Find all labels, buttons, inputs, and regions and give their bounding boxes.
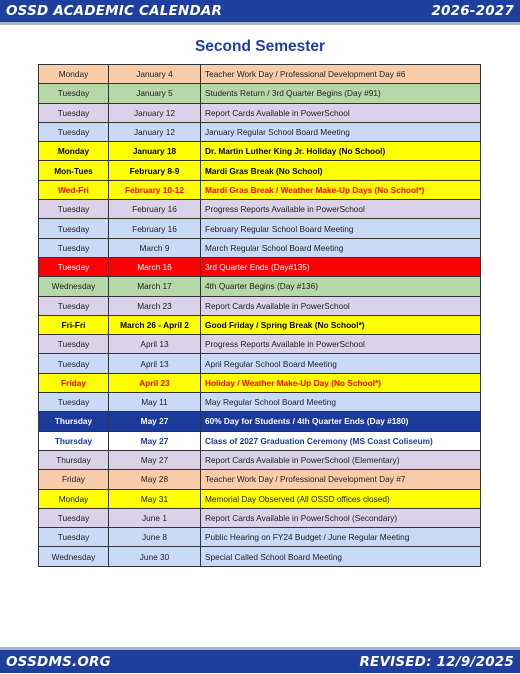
day-cell: Tuesday (39, 354, 109, 373)
day-cell: Tuesday (39, 84, 109, 103)
date-cell: March 26 - April 2 (109, 315, 201, 334)
calendar-rows (39, 65, 481, 567)
date-cell: January 5 (109, 84, 201, 103)
day-cell: Monday (39, 489, 109, 508)
event-cell: Good Friday / Spring Break (No School*) (201, 315, 481, 334)
date-cell: May 31 (109, 489, 201, 508)
day-cell: Tuesday (39, 122, 109, 141)
date-cell: June 8 (109, 528, 201, 547)
day-cell: Tuesday (39, 393, 109, 412)
table-row (39, 65, 481, 84)
table-row (39, 84, 481, 103)
event-cell: Mardi Gras Break (No School) (201, 161, 481, 180)
calendar-heading: OSSD ACADEMIC CALENDAR (6, 3, 223, 19)
table-row (39, 103, 481, 122)
date-cell: January 4 (109, 65, 201, 84)
event-cell: May Regular School Board Meeting (201, 393, 481, 412)
table-row (39, 122, 481, 141)
day-cell: Tuesday (39, 508, 109, 527)
day-cell: Tuesday (39, 219, 109, 238)
date-cell: January 18 (109, 142, 201, 161)
day-cell: Tuesday (39, 103, 109, 122)
table-row (39, 393, 481, 412)
event-cell: Special Called School Board Meeting (201, 547, 481, 566)
date-cell: March 16 (109, 257, 201, 276)
date-cell: March 23 (109, 296, 201, 315)
event-cell: Holiday / Weather Make-Up Day (No School*) (201, 373, 481, 392)
date-cell: May 27 (109, 412, 201, 431)
event-cell: Students Return / 3rd Quarter Begins (Day #91) (201, 84, 481, 103)
date-cell: January 12 (109, 122, 201, 141)
date-cell: March 9 (109, 238, 201, 257)
table-row (39, 508, 481, 527)
event-cell: Report Cards Available in PowerSchool (201, 296, 481, 315)
date-cell: May 28 (109, 470, 201, 489)
table-row (39, 354, 481, 373)
event-cell: January Regular School Board Meeting (201, 122, 481, 141)
day-cell: Tuesday (39, 528, 109, 547)
day-cell: Monday (39, 142, 109, 161)
calendar-table (38, 64, 481, 567)
table-row (39, 180, 481, 199)
footer-banner (0, 650, 520, 673)
event-cell: Mardi Gras Break / Weather Make-Up Days (No School*) (201, 180, 481, 199)
table-row (39, 412, 481, 431)
event-cell: 4th Quarter Begins (Day #136) (201, 277, 481, 296)
event-cell: Teacher Work Day / Professional Development Day #6 (201, 65, 481, 84)
event-cell: March Regular School Board Meeting (201, 238, 481, 257)
day-cell: Thursday (39, 431, 109, 450)
table-row (39, 470, 481, 489)
day-cell: Fri-Fri (39, 315, 109, 334)
event-cell: April Regular School Board Meeting (201, 354, 481, 373)
day-cell: Tuesday (39, 257, 109, 276)
table-row (39, 489, 481, 508)
day-cell: Wednesday (39, 547, 109, 566)
date-cell: February 16 (109, 219, 201, 238)
date-cell: April 13 (109, 354, 201, 373)
event-cell: Progress Reports Available in PowerSchool (201, 200, 481, 219)
day-cell: Tuesday (39, 335, 109, 354)
table-row (39, 219, 481, 238)
day-cell: Wednesday (39, 277, 109, 296)
event-cell: Public Hearing on FY24 Budget / June Regular Meeting (201, 528, 481, 547)
page-title: Second Semester (194, 38, 326, 55)
event-cell: Progress Reports Available in PowerSchool (201, 335, 481, 354)
table-row (39, 142, 481, 161)
table-row (39, 315, 481, 334)
table-row (39, 296, 481, 315)
date-cell: April 13 (109, 335, 201, 354)
event-cell: Report Cards Available in PowerSchool (Secondary) (201, 508, 481, 527)
date-cell: June 30 (109, 547, 201, 566)
date-cell: March 17 (109, 277, 201, 296)
event-cell: 60% Day for Students / 4th Quarter Ends (Day #180) (201, 412, 481, 431)
table-row (39, 431, 481, 450)
day-cell: Friday (39, 470, 109, 489)
table-row (39, 277, 481, 296)
school-year: 2026-2027 (431, 3, 514, 19)
day-cell: Wed-Fri (39, 180, 109, 199)
date-cell: May 27 (109, 431, 201, 450)
event-cell: Report Cards Available in PowerSchool (201, 103, 481, 122)
header-banner (0, 0, 520, 22)
table-row (39, 373, 481, 392)
table-row (39, 547, 481, 566)
day-cell: Tuesday (39, 200, 109, 219)
website-link[interactable]: OSSDMS.ORG (6, 654, 111, 670)
event-cell: Teacher Work Day / Professional Development Day #7 (201, 470, 481, 489)
date-cell: February 16 (109, 200, 201, 219)
event-cell: Report Cards Available in PowerSchool (Elementary) (201, 450, 481, 469)
date-cell: February 8-9 (109, 161, 201, 180)
date-cell: June 1 (109, 508, 201, 527)
day-cell: Thursday (39, 412, 109, 431)
table-row (39, 200, 481, 219)
table-row (39, 335, 481, 354)
day-cell: Tuesday (39, 238, 109, 257)
table-row (39, 528, 481, 547)
day-cell: Friday (39, 373, 109, 392)
day-cell: Thursday (39, 450, 109, 469)
day-cell: Mon-Tues (39, 161, 109, 180)
table-row (39, 161, 481, 180)
event-cell: Class of 2027 Graduation Ceremony (MS Coast Coliseum) (201, 431, 481, 450)
event-cell: 3rd Quarter Ends (Day#135) (201, 257, 481, 276)
header-stripe (0, 22, 520, 25)
date-cell: January 12 (109, 103, 201, 122)
date-cell: February 10-12 (109, 180, 201, 199)
day-cell: Monday (39, 65, 109, 84)
revision-date: REVISED: 12/9/2025 (359, 654, 514, 670)
date-cell: May 27 (109, 450, 201, 469)
table-row (39, 450, 481, 469)
event-cell: Dr. Martin Luther King Jr. Holiday (No School) (201, 142, 481, 161)
table-row (39, 238, 481, 257)
day-cell: Tuesday (39, 296, 109, 315)
event-cell: February Regular School Board Meeting (201, 219, 481, 238)
date-cell: May 11 (109, 393, 201, 412)
date-cell: April 23 (109, 373, 201, 392)
table-row (39, 257, 481, 276)
event-cell: Memorial Day Observed (All OSSD offices closed) (201, 489, 481, 508)
